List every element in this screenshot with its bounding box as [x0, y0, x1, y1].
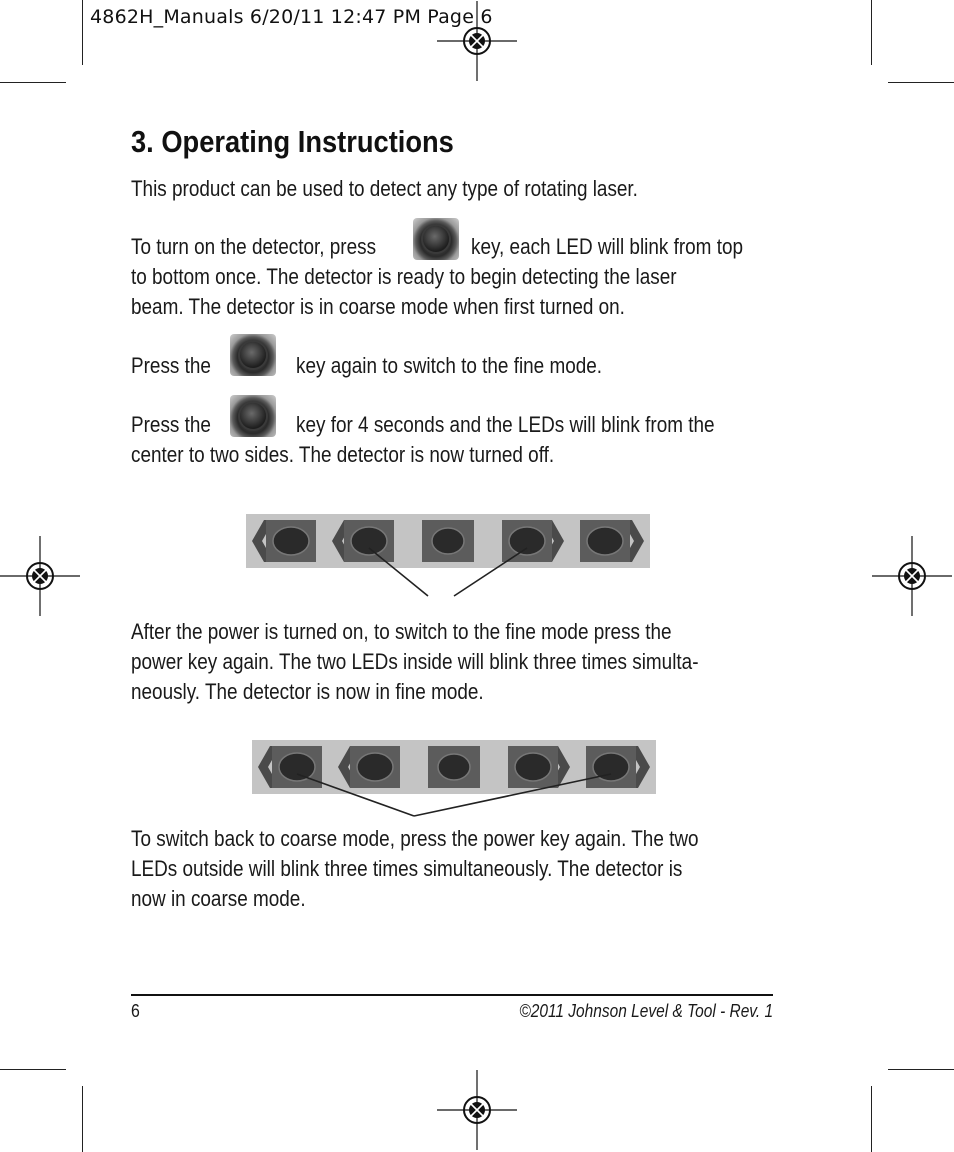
footer-rule [131, 994, 773, 996]
led-strip-illustration [246, 512, 650, 598]
coarse-mode-description: To switch back to coarse mode, press the power key again. The two [131, 826, 699, 851]
registration-mark-icon [872, 536, 952, 616]
coarse-mode-description: LEDs outside will blink three times simultaneously. The detector is [131, 856, 683, 881]
copyright-notice: ©2011 Johnson Level & Tool - Rev. 1 [519, 1001, 773, 1021]
fine-mode-text: key again to switch to the fine mode. [296, 353, 603, 378]
registration-mark-icon [0, 536, 80, 616]
power-on-text: beam. The detector is in coarse mode when first turned on. [131, 294, 625, 319]
fine-mode-description: neously. The detector is now in fine mode. [131, 679, 484, 704]
power-on-text: to bottom once. The detector is ready to begin detecting the laser [131, 264, 677, 289]
power-off-text: center to two sides. The detector is now turned off. [131, 442, 555, 467]
registration-mark-icon [437, 1070, 517, 1150]
crop-mark [871, 0, 872, 65]
crop-mark [888, 1069, 954, 1070]
power-key-icon [230, 334, 276, 376]
fine-mode-description: After the power is turned on, to switch to the fine mode press the [131, 619, 672, 644]
power-on-text: key, each LED will blink from top [471, 234, 744, 259]
slug-line: 4862H_Manuals 6/20/11 12:47 PM Page 6 [90, 6, 493, 28]
power-on-text: To turn on the detector, press [131, 234, 377, 259]
page-title: 3. Operating Instructions [131, 124, 454, 159]
page-number: 6 [131, 1001, 140, 1021]
power-off-text: key for 4 seconds and the LEDs will blink from the [296, 412, 715, 437]
registration-mark-icon [437, 1, 517, 81]
intro-text: This product can be used to detect any type of rotating laser. [131, 176, 638, 201]
fine-mode-text: Press the [131, 353, 211, 378]
power-key-icon [230, 395, 276, 437]
crop-mark [0, 82, 66, 83]
led-strip-illustration [252, 738, 656, 820]
crop-mark [0, 1069, 66, 1070]
crop-mark [871, 1086, 872, 1152]
power-key-icon [413, 218, 459, 260]
crop-mark [888, 82, 954, 83]
crop-mark [82, 1086, 83, 1152]
coarse-mode-description: now in coarse mode. [131, 886, 306, 911]
fine-mode-description: power key again. The two LEDs inside will blink three times simulta- [131, 649, 699, 674]
crop-mark [82, 0, 83, 65]
power-off-text: Press the [131, 412, 211, 437]
